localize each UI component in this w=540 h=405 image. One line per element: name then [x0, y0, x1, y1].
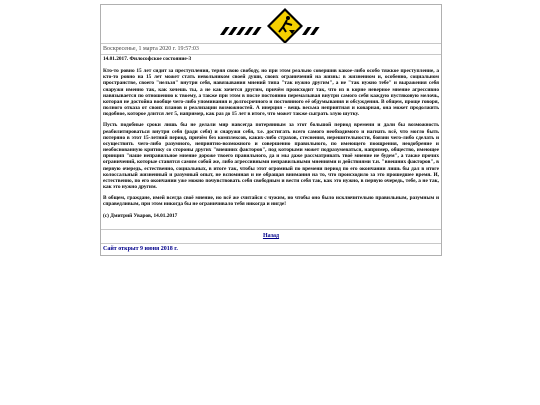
- date-time-bar: Воскресенье, 1 марта 2020 г. 19:57:03: [101, 44, 441, 55]
- article-paragraph: Кто-то ровно 15 лет сидит за преступления, теряя свою свободу, но при этом реально совершив какое-либо особо тяжкое преступление, а кто-то ровно на 15 лет может стать невольником своей души, своих ограничений на жизнь: в жизненном и, особенно, социальном пространстве, своего "нельзя" внутри себя, навязывания мнений типа "так нужно другим", а не "так нужно тебе" и выражения себя снаружи именно так, как хочешь ты, а не как хочется другим, причём происходит так, что из в корне неверное мнение агрессивно навязывается по отношению к твоему, а также при этом в после постоянно перемалывая внутри самого себя каждую пустяковую мелочь, которая не достойна вообще чего-либо упоминания и долгосрочного и постоянного её обдумывания и обсуждения. В общем, проще говоря, полного отказа от своих планов и реализации возможностей. А инерция - вещь весьма неприятная и коварная, она может продолжить подобное, которое длится лет 5, например, как раз до 15 лет в итоге, что может также сыграть злую шутку.: [103, 68, 439, 118]
- article-signature: (с) Дмитрий Уваров, 14.01.2017: [103, 213, 178, 220]
- page-frame: [100, 4, 442, 256]
- men-at-work-sign-icon: [219, 5, 323, 43]
- site-footer: Сайт открыт 9 июня 2018 г.: [101, 243, 441, 255]
- back-link[interactable]: Назад: [262, 232, 280, 239]
- article-paragraph: Пусть подобные сроки лишь бы не делали мир навсегда потерянным за этот большой период времени и дали бы возможность реабилитироваться внутри себя (ради себя) и снаружи себя, т.е. достигать всего самого необходимого и нагнать всё, что могло быть потеряно в этот 15-летний период, причём без комплексов, каких-либо страхов, стеснения, нерешительности, боязни чего-либо сделать и осуществить чего-либо разумного, неприятно-возможного и совершенно правильного, по имеющего поощрения, неодобрение и необоснованную критику со стороны других "внешних факторов", под которыми может подразумеваться, например, общество, имеющее принцип "наше неправильное мнение дороже твоего правильного, да и мы даже рассматривать твоё мнение не будем", а также прочих ограничений, которые ставятся самим собой же, либо агрессивными неправильными мнениями и действиями т.н. "внешних факторов", в первую очередь, естественно, социальных, в итоге так, чтобы этот огромный по времени период по его окончании лишь бы дал в итоге колоссальный жизненный и разумный опыт, не вспоминая и не обращая внимания на то, что происходило за это прошедшее время. И, естественно, по его окончании уже можно почувствовать себя свободным и вести себя так, как это нужно, в первую очередь, тебе, а не так, как это нужно другим.: [103, 122, 439, 190]
- back-nav: [101, 229, 441, 243]
- header-banner: [101, 5, 441, 44]
- article-title: 14.01.2017. Философское состояние-3: [103, 56, 192, 62]
- article-body: [101, 55, 441, 229]
- article-paragraph: В общем, граждане, имей всегда своё мнение, но всё же считайся с чужим, но чтобы оно было исключительно правильным, разумным и справедливым, при этом никогда бы не ограничивало тебя никогда и нигде!: [103, 195, 439, 208]
